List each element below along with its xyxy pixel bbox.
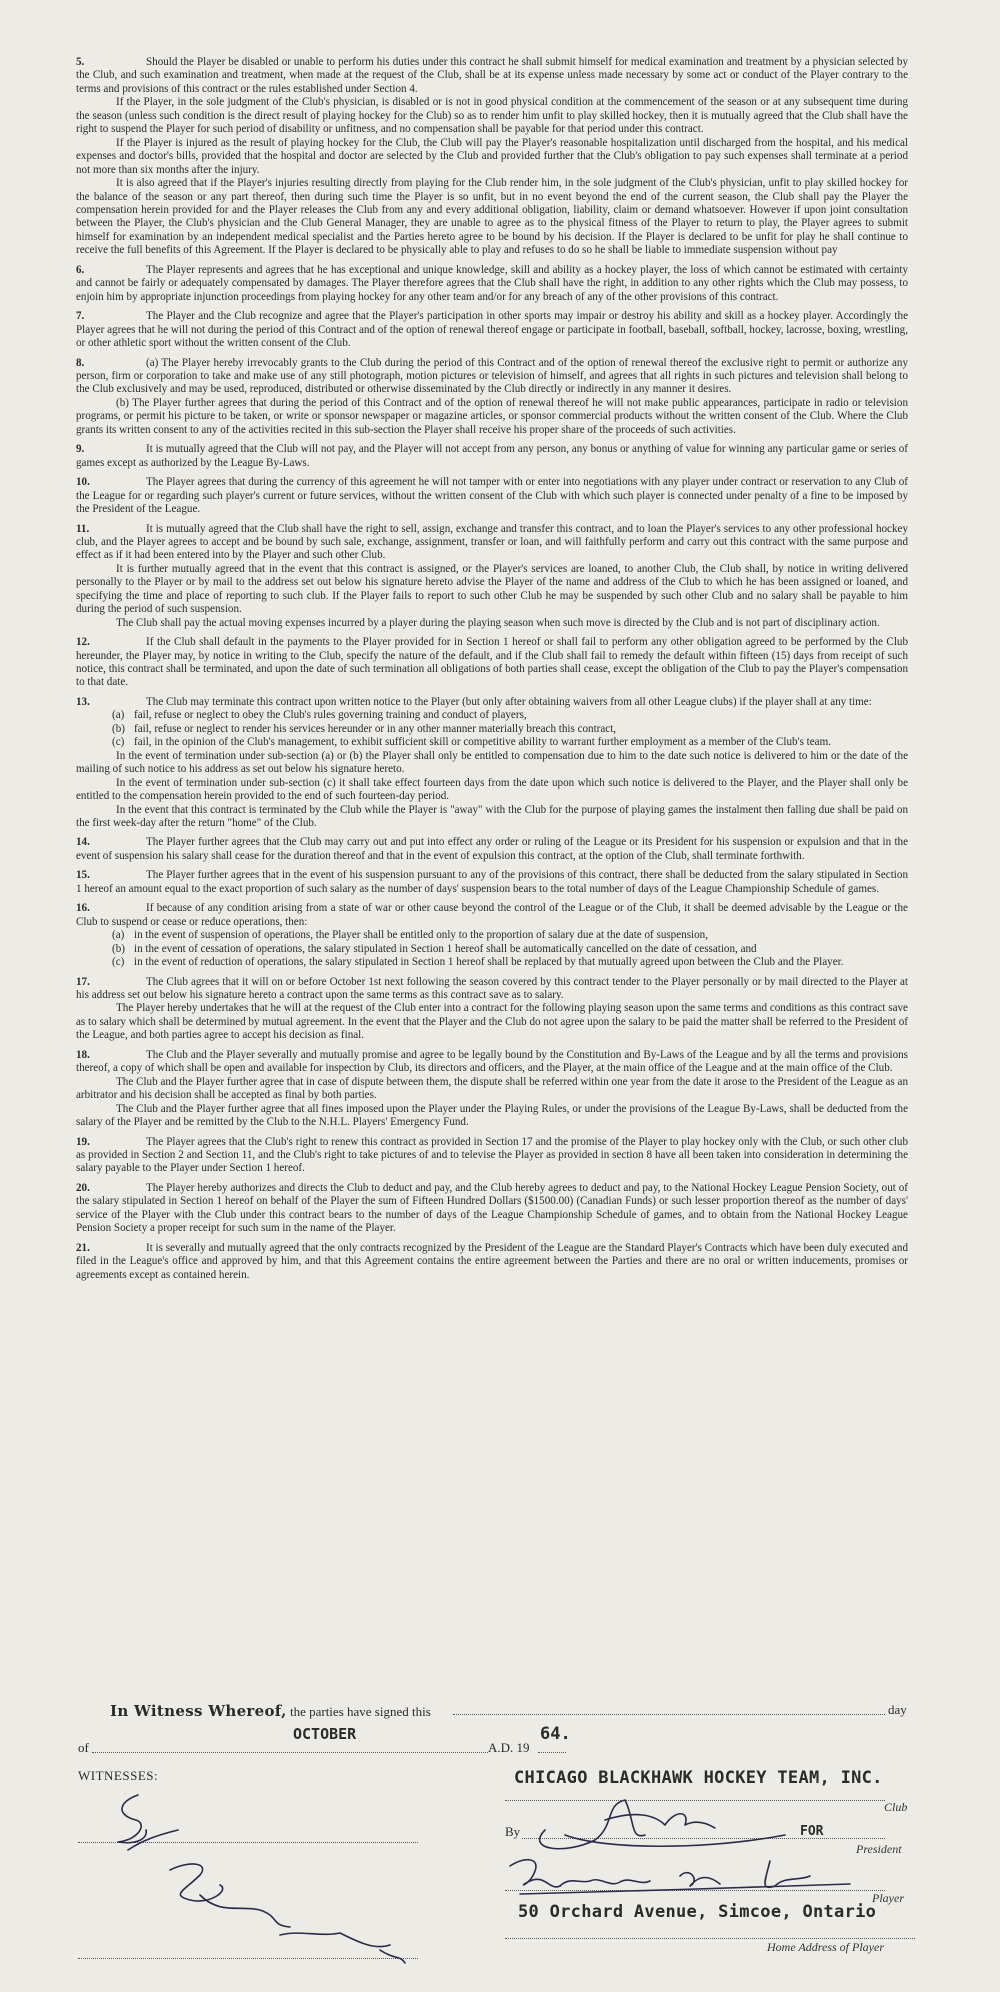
section-number: 21. — [76, 1241, 90, 1254]
section-text: If the Club shall default in the payments to the Player provided for in Section 1 hereof or shall fail to perform any other obligation agreed to be performed by the Club hereunder, the Player may, by notice in writing to the Club, specify the nature of the default, and if the Club shall fail to remedy the default within fifteen (15) days from receipt of such notice, this contract shall be terminated, and upon the date of such termination all obligations of both parties shall cease, except the obligation of the Club to pay the Player's compensation to that date. — [76, 636, 908, 689]
section-text: (a) The Player hereby irrevocably grants to the Club during the period of this Contract and of the option of renewal thereof the exclusive right to permit or authorize any person, firm or corporation to take and make use of any still photograph, motion pictures or television of himself, and agrees that all rights in such pictures and television shall belong to the Club exclusively and may be used, reproduced, distributed or otherwise disseminated by the Club directly or indirectly in any manner it desires. — [76, 356, 908, 396]
section-paragraph — [76, 869, 908, 896]
section-number: 5. — [76, 56, 85, 68]
subsection-item — [76, 736, 908, 749]
section-0 — [76, 56, 908, 258]
month-rule — [92, 1752, 488, 1753]
subsection-label: (c) — [112, 736, 125, 749]
section-text: The Player further agrees that in the event of his suspension pursuant to any of the provisions of this contract, there shall be deducted from the salary stipulated in Section 1 hereof an amount equal to the exact proportion of such salary as the number of days' suspension bears to the total number of days of the League Championship Schedule of games. — [76, 869, 908, 895]
section-paragraph — [76, 96, 908, 136]
witness-heading: In Witness Whereof, — [110, 1702, 287, 1720]
subsection-label: (a) — [112, 709, 125, 722]
section-number: 20. — [76, 1181, 90, 1194]
section-paragraph — [76, 1242, 908, 1282]
president-label: President — [856, 1842, 902, 1856]
section-text: The Club agrees that it will on or before October 1st next following the season covered by this contract tender to the Player personally or by mail directed to the Player at his address set out below his signature hereto a contract upon the same terms as this contract save as to salary. — [76, 975, 908, 1001]
section-paragraph — [76, 804, 908, 831]
section-number: 10. — [76, 476, 90, 489]
section-number: 17. — [76, 975, 90, 988]
section-text: (b) The Player further agrees that during the period of this Contract and of the option of renewal thereof he will not make public appearances, participate in radio or television programs, or permit his picture to be taken, or write or sponsor newspaper or magazine articles, or sponsor commercial products without the written consent of the Club. Where the Club grants its written consent to any of the activities recited in this sub-section the Player shall receive his proper share of the proceeds of such activities. — [76, 396, 908, 436]
section-paragraph — [76, 264, 908, 304]
section-paragraph — [76, 1002, 908, 1042]
section-text: The Player further agrees that the Club may carry out and put into effect any order or ruling of the League or its President for his suspension or expulsion and that in the event of suspension his salary shall cease for the duration thereof and that in the event of expulsion this contract, at the option of the Club, shall terminate forthwith. — [76, 836, 908, 862]
section-number: 14. — [76, 836, 90, 849]
section-text: The Club and the Player further agree that all fines imposed upon the Player under the Playing Rules, or under the provisions of the League By-Laws, shall be deducted from the salary of the Player and be remitted by the Club to the N.H.L. Players' Emergency Fund. — [76, 1102, 908, 1129]
section-text: The Club may terminate this contract upon written notice to the Player (but only after obtaining waivers from all other League clubs) if the player shall at any time: — [146, 695, 872, 708]
section-paragraph — [76, 177, 908, 258]
year-rule — [538, 1752, 566, 1753]
section-7 — [76, 636, 908, 690]
club-typed: CHICAGO BLACKHAWK HOCKEY TEAM, INC. — [514, 1768, 883, 1788]
of-label: of — [78, 1740, 89, 1755]
section-text: If the Player, in the sole judgment of the Club's physician, is disabled or is not in good physical condition at the commencement of the season or at any subsequent time during the season (unless such condition is the direct result of playing hockey for the Club) so as to render him unfit to play skilled hockey, then it is mutually agreed that the Club shall have the right to suspend the Player for such period of disability or unfitness, and no compensation shall be payable for that period under this contract. — [76, 96, 908, 136]
subsection-label: (c) — [112, 956, 125, 969]
subsection-text: in the event of cessation of operations, the salary stipulated in Section 1 hereof shall be automatically cancelled on the date of cessation, and — [134, 942, 757, 955]
section-number: 6. — [76, 263, 85, 276]
section-9 — [76, 836, 908, 863]
section-text: In the event of termination under sub-section (c) it shall take effect fourteen days from the date upon which such notice is delivered to the Player, and the Player shall only be entitled to the compensation herein provided to the end of such fourteen-day period. — [76, 776, 908, 803]
section-paragraph — [76, 1136, 908, 1176]
section-paragraph — [76, 1103, 908, 1130]
section-number: 12. — [76, 636, 90, 649]
section-8 — [76, 696, 908, 831]
subsection-item — [76, 723, 908, 736]
subsection-label: (a) — [112, 929, 125, 942]
section-11 — [76, 902, 908, 969]
subsection-text: fail, refuse or neglect to render his services hereunder or in any other manner materially breach this contract, — [134, 722, 617, 735]
section-paragraph — [76, 443, 908, 470]
section-paragraph — [76, 1182, 908, 1236]
section-paragraph — [76, 777, 908, 804]
section-number: 13. — [76, 695, 90, 708]
section-text: The Player hereby authorizes and directs the Club to deduct and pay, and the Club hereby agrees to deduct and pay, to the National Hockey League Pension Society, out of the salary stipulated in Section 1 hereof on behalf of the Player the sum of Fifteen Hundred Dollars ($1500.00) (Canadian Funds) or such lesser proportion thereof as the number of days' service of the Player with the Club under this contract bears to the number of days of the League Championship Schedule of games, and to obtain from the National Hockey League Pension Society a proper receipt for such sum in the name of the Player. — [76, 1181, 908, 1235]
section-paragraph — [76, 357, 908, 397]
section-paragraph — [76, 137, 908, 177]
section-text: The Club and the Player severally and mutually promise and agree to be legally bound by the Constitution and By-Laws of the League and by all the terms and provisions thereof, a copy of which shall be open and available for inspection by Club, its directors and officers, and the Player, at the main office of the League and at the main office of the Club. — [76, 1048, 908, 1075]
section-text: The Club shall pay the actual moving expenses incurred by a player during the playing season when such move is directed by the Club and is not part of disciplinary action. — [116, 616, 880, 629]
section-2 — [76, 310, 908, 350]
section-text: The Player and the Club recognize and agree that the Player's participation in other sports may impair or destroy his ability and skill as a hockey player. Accordingly the Player agrees that he will not during the period of this Contract and of the option of renewal thereof engage or participate in football, baseball, softball, hockey, lacrosse, boxing, wrestling, or other athletic sport without the written consent of the Club. — [76, 310, 908, 350]
section-4 — [76, 443, 908, 470]
subsection-text: fail, in the opinion of the Club's management, to exhibit sufficient skill or competitive ability to warrant further employment as a member of the Club's team. — [134, 736, 831, 749]
section-text: The Player agrees that during the currency of this agreement he will not tamper with or enter into negotiations with any player under contract or reservation to any Club of the League for or regarding such player's current or future services, without the written consent of the Club with which such player is connected under penalty of a fine to be imposed by the President of the League. — [76, 476, 908, 516]
section-paragraph — [76, 836, 908, 863]
section-paragraph — [76, 476, 908, 516]
address-rule — [505, 1938, 915, 1939]
section-number: 19. — [76, 1135, 90, 1148]
section-paragraph — [76, 310, 908, 350]
witness-signature-1 — [108, 1790, 228, 1860]
subsection-item — [76, 943, 908, 956]
section-text: In the event of termination under sub-section (a) or (b) the Player shall only be entitled to compensation due to him to the date such notice is delivered to him or the date of the mailing of such notice to his address as set out below his signature hereto. — [76, 749, 908, 776]
month-typed: OCTOBER — [293, 1725, 357, 1743]
section-10 — [76, 869, 908, 896]
section-1 — [76, 264, 908, 304]
section-text: The Club and the Player further agree that in case of dispute between them, the dispute shall be referred within one year from the date it arose to the President of the League as an arbitrator and his decision shall be accepted as final by both parties. — [76, 1075, 908, 1102]
section-12 — [76, 976, 908, 1043]
section-text: Should the Player be disabled or unable to perform his duties under this contract he shall submit himself for medical examination and treatment by a physician selected by the Club, and such examination and treatment, when made at the request of the Club, shall be at its expense unless made necessary by some act or conduct of the Player contrary to the terms and provisions of this contract or the rules established under Section 4. — [76, 56, 908, 95]
section-paragraph — [76, 523, 908, 563]
section-13 — [76, 1049, 908, 1130]
section-paragraph — [76, 56, 908, 96]
subsection-item — [76, 929, 908, 942]
subsection-text: fail, refuse or neglect to obey the Club's rules governing training and conduct of players, — [134, 709, 527, 722]
club-label: Club — [884, 1800, 908, 1814]
section-text: In the event that this contract is terminated by the Club while the Player is "away" with the Club for the purpose of playing games the instalment then falling due shall be paid on the first week-day after the return "home" of the Club. — [76, 803, 908, 830]
witness-text: the parties have signed this — [289, 1704, 431, 1719]
for-typed: FOR — [800, 1824, 824, 1839]
section-number: 8. — [76, 356, 85, 369]
section-paragraph — [76, 636, 908, 690]
section-number: 15. — [76, 869, 90, 882]
section-paragraph — [76, 1049, 908, 1076]
section-15 — [76, 1182, 908, 1236]
section-6 — [76, 523, 908, 631]
section-paragraph — [76, 976, 908, 1003]
subsection-label: (b) — [112, 942, 125, 955]
section-text: It is mutually agreed that the Club will not pay, and the Player will not accept from any person, any bonus or anything of value for winning any particular game or series of games except as authorized by the League By-Laws. — [76, 443, 908, 469]
witness-whereof-line — [110, 1702, 910, 1720]
section-text: It is mutually agreed that the Club shall have the right to sell, assign, exchange and transfer this contract, and to loan the Player's services to any other professional hockey club, and the Player agrees to accept and be bound by such sale, exchange, assignment, transfer or loan, and will faithfully perform and carry out this contract with the same purpose and effect as if it had been entered into by the Player and such other Club. — [76, 522, 908, 562]
section-text: It is also agreed that if the Player's injuries resulting directly from playing for the Club render him, in the sole judgment of the Club's physician, unfit to play skilled hockey for the balance of the season or any part thereof, then during such time the Player is so unfit, but in no event beyond the end of the current season, the Club shall pay the Player the compensation herein provided for and the Player releases the Club from any and every additional obligation, liability, claim or demand whatsoever. However if upon joint consultation between the Player, the Club's physician and the Club General Manager, they are unable to agree as to the physical fitness of the Player to return to play, the Player agrees to submit himself for examination by an independent medical specialist and the Parties hereto agree to be bound by his decision. If the Player is declared to be unfit for play he shall continue to receive the full benefits of this Agreement. If the Player is declared to be physically able to play and refuses to do so he shall be liable to immediate suspension without pay — [76, 177, 908, 257]
player-label: Player — [872, 1891, 904, 1905]
section-5 — [76, 476, 908, 516]
section-text: The Player represents and agrees that he has exceptional and unique knowledge, skill and ability as a hockey player, the loss of which cannot be estimated with certainty and cannot be fairly or adequately compensated by damages. The Player therefore agrees that the Club shall have the right, in addition to any other rights which the Club may possess, to enjoin him by appropriate injunction proceedings from playing hockey for any other team and/or for any breach of any of the other provisions of this contract. — [76, 263, 908, 303]
section-paragraph — [76, 902, 908, 929]
section-3 — [76, 357, 908, 438]
player-signature — [500, 1846, 860, 1906]
ad-label: A.D. 19 — [488, 1740, 530, 1755]
section-text: If the Player is injured as the result of playing hockey for the Club, the Club will pay the Player's reasonable hospitalization until discharged from the hospital, and his medical expenses and doctor's bills, provided that the hospital and doctor are selected by the Club and provided further that the Club's obligation to pay such expenses shall terminate at a period not more than six months after the injury. — [76, 136, 908, 176]
by-label: By — [505, 1824, 521, 1839]
subsection-label: (b) — [112, 722, 125, 735]
section-number: 18. — [76, 1048, 90, 1061]
section-number: 16. — [76, 902, 90, 915]
year-typed: 64. — [540, 1724, 571, 1744]
contract-sections — [76, 56, 908, 1282]
section-paragraph — [76, 563, 908, 617]
section-paragraph — [76, 696, 908, 709]
section-text: It is severally and mutually agreed that the only contracts recognized by the President of the League are the Standard Player's Contracts which have been duly executed and filed in the League's office and approved by him, and that this Agreement contains the entire agreement between the Parties and there are no oral or written inducements, promises or agreements except as contained herein. — [76, 1241, 908, 1281]
subsection-item — [76, 956, 908, 969]
section-paragraph — [76, 750, 908, 777]
day-rule — [453, 1714, 885, 1715]
subsection-text: in the event of suspension of operations, the Player shall be entitled only to the proportion of salary due at the date of suspension, — [134, 929, 708, 942]
section-text: The Player hereby undertakes that he will at the request of the Club enter into a contract for the following playing season upon the same terms and conditions as this contract save as to salary which shall be determined by mutual agreement. In the event that the Player and the Club do not agree upon the salary to be paid the matter shall be referred to the President of the League, and both parties agree to accept his decision as final. — [76, 1002, 908, 1042]
subsection-text: in the event of reduction of operations, the salary stipulated in Section 1 hereof shall be replaced by that mutually agreed upon between the Club and the Player. — [134, 956, 844, 969]
subsection-item — [76, 709, 908, 722]
section-paragraph — [76, 617, 908, 630]
section-text: It is further mutually agreed that in the event that this contract is assigned, or the Player's services are loaned, to another Club, the Club shall, by notice in writing delivered personally to the Player or by mail to the address set out below his signature hereto advise the Player of the name and address of the Club to which he has been assigned or loaned, and specifying the time and place of reporting to such club. If the Player fails to report to such other Club he may be suspended by such other Club and no salary shall be payable to him during the period of such suspension. — [76, 562, 908, 616]
section-text: If because of any condition arising from a state of war or other cause beyond the control of the League or of the Club, it shall be deemed advisable by the League or the Club to suspend or cease or reduce operations, then: — [76, 902, 908, 928]
section-number: 11. — [76, 522, 90, 535]
section-number: 7. — [76, 310, 85, 323]
section-16 — [76, 1242, 908, 1282]
home-address-label: Home Address of Player — [767, 1940, 884, 1954]
address-typed: 50 Orchard Avenue, Simcoe, Ontario — [518, 1902, 877, 1922]
witnesses-label: WITNESSES: — [78, 1768, 159, 1783]
section-paragraph — [76, 397, 908, 437]
witness-signature-2 — [150, 1855, 420, 1965]
section-text: The Player agrees that the Club's right to renew this contract as provided in Section 17 and the promise of the Player to play hockey only with the Club, or such other club as provided in Section 2 and Section 11, and the Club's right to take pictures of and to televise the Player as provided in section 8 have all been taken into consideration in determining the salary payable to the Player under Section 1 hereof. — [76, 1135, 908, 1175]
section-14 — [76, 1136, 908, 1176]
section-number: 9. — [76, 443, 85, 456]
section-paragraph — [76, 1076, 908, 1103]
day-label: day — [888, 1702, 907, 1717]
